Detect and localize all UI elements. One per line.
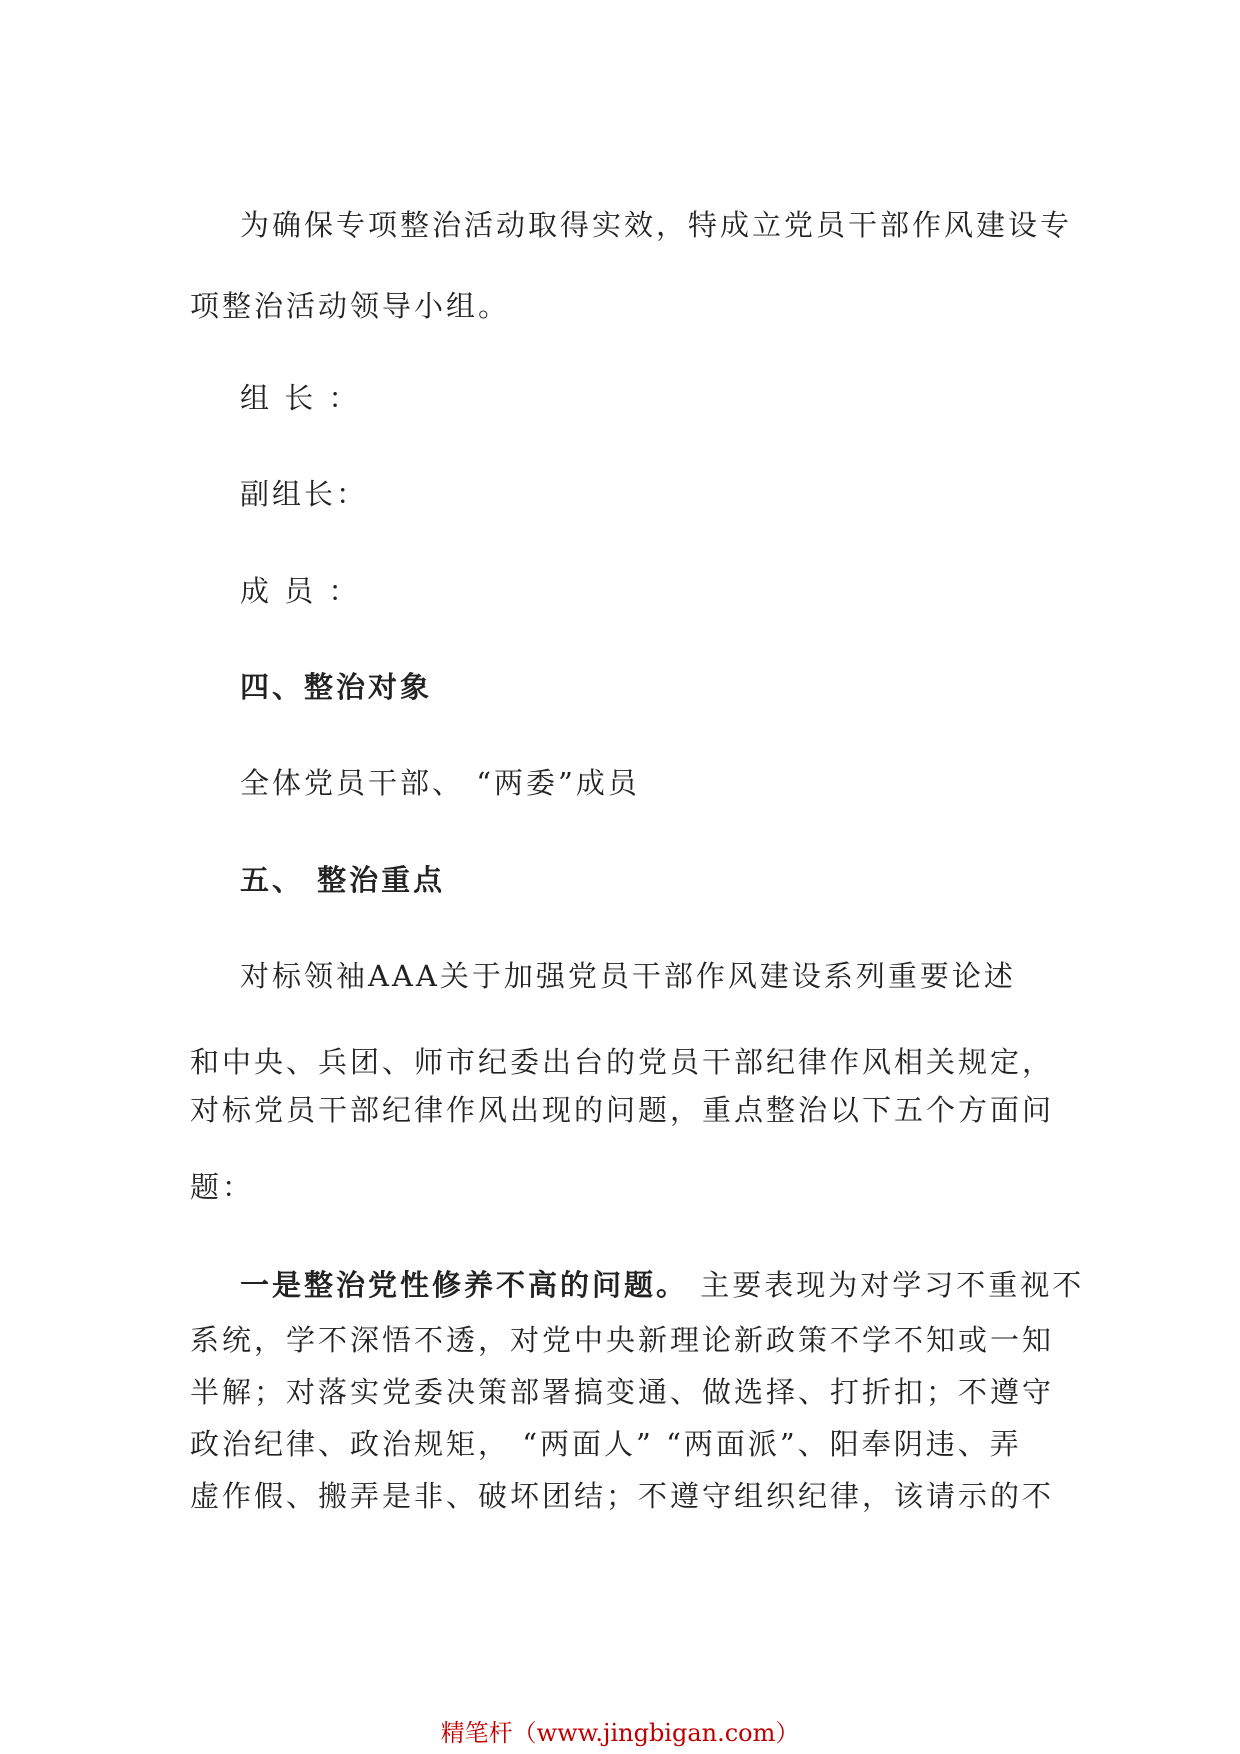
item1-text1: 主要表现为对学习不重视不 — [688, 1268, 1085, 1302]
section5-line1: 对标领袖AAA关于加强党员干部作风建设系列重要论述 — [240, 959, 1016, 993]
members-label: 成 员 ： — [240, 574, 361, 608]
section5-line4: 题： — [190, 1170, 255, 1204]
section4-heading: 四、整治对象 — [240, 670, 433, 704]
item1-lead: 一是整治党性修养不高的问题。 — [240, 1268, 689, 1302]
section5-line2: 和中央、兵团、师市纪委出台的党员干部纪律作风相关规定， — [190, 1045, 1055, 1079]
leader-label: 组 长 ： — [240, 381, 361, 415]
item1-line3: 半解；对落实党委决策部署搞变通、做选择、打折扣；不遵守 — [190, 1375, 1055, 1409]
deputy-label: 副组长： — [240, 477, 369, 511]
para1-line1: 为确保专项整治活动取得实效，特成立党员干部作风建设专 — [240, 208, 1073, 242]
item1-line5: 虚作假、搬弄是非、破坏团结；不遵守组织纪律，该请示的不 — [190, 1479, 1055, 1513]
section5-line3: 对标党员干部纪律作风出现的问题，重点整治以下五个方面问 — [190, 1093, 1055, 1127]
footer-watermark: 精笔杆（www.jingbigan.com） — [440, 1719, 800, 1747]
section4-text: 全体党员干部、 “两委”成员 — [240, 766, 640, 800]
item1-line2: 系统，学不深悟不透，对党中央新理论新政策不学不知或一知 — [190, 1323, 1055, 1357]
item1-line4: 政治纪律、政治规矩， “两面人” “两面派”、阳奉阴违、弄 — [190, 1427, 1022, 1461]
para1-line2: 项整治活动领导小组。 — [190, 289, 511, 323]
section5-heading: 五、 整治重点 — [240, 863, 446, 897]
item1-line1 — [240, 1265, 1084, 1305]
